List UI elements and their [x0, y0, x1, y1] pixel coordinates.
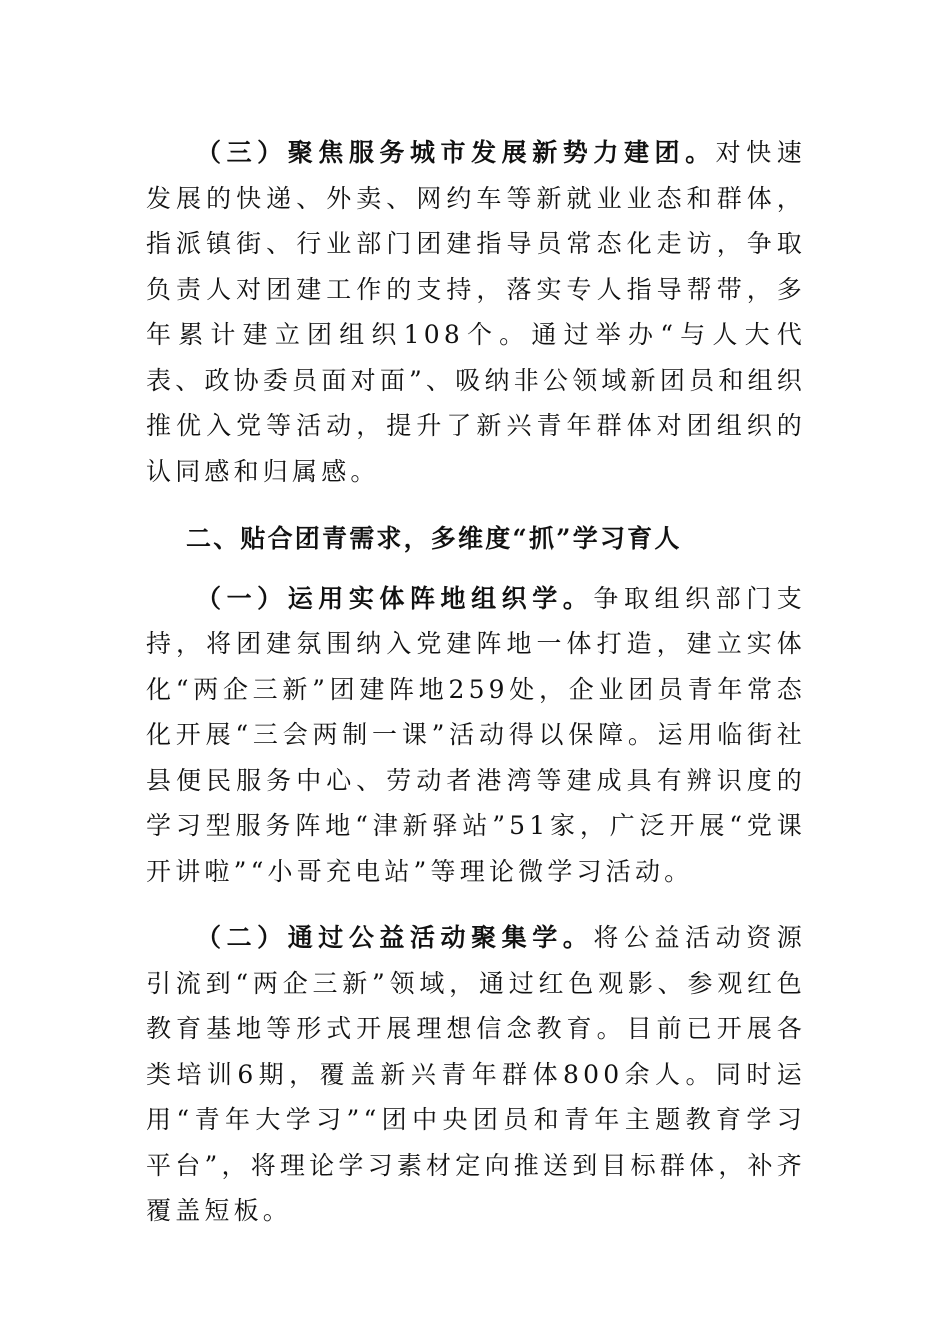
- paragraph-body-text: 将公益活动资源引流到“两企三新”领域，通过红色观影、参观红色教育基地等形式开展理想信念教育。目前已开展各类培训6期，覆盖新兴青年群体800余人。同时运用“青年大学习”“团中央团员和青年主题教育学习平台”，将理论学习素材定向推送到目标群体，补齐覆盖短板。: [146, 923, 806, 1225]
- section-heading-two: 二、贴合团青需求，多维度“抓”学习育人: [186, 524, 682, 553]
- paragraph-section-one: [146, 576, 806, 895]
- paragraph-lead-title: （一）运用实体阵地组织学。: [196, 583, 594, 613]
- paragraph-lead-title: （二）通过公益活动聚集学。: [196, 923, 594, 952]
- paragraph-body-text: 争取组织部门支持，将团建氛围纳入党建阵地一体打造，建立实体化“两企三新”团建阵地259处，企业团员青年常态化开展“三会两制一课”活动得以保障。运用临街社县便民服务中心、劳动者港湾等建成具有辨识度的学习型服务阵地“津新驿站”51家，广泛开展“党课开讲啦”“小哥充电站”等理论微学习活动。: [146, 583, 806, 886]
- paragraph-section-three: [146, 130, 806, 494]
- document-page: [146, 130, 806, 1234]
- paragraph-lead-title: （三）聚焦服务城市发展新势力建团。: [196, 138, 716, 167]
- paragraph-body-text: 对快速发展的快递、外卖、网约车等新就业业态和群体，指派镇街、行业部门团建指导员常态化走访，争取负责人对团建工作的支持，落实专人指导帮带，多年累计建立团组织108个。通过举办“与人大代表、政协委员面对面”、吸纳非公领域新团员和组织推优入党等活动，提升了新兴青年群体对团组织的认同感和归属感。: [146, 138, 806, 486]
- paragraph-section-two: [146, 915, 806, 1234]
